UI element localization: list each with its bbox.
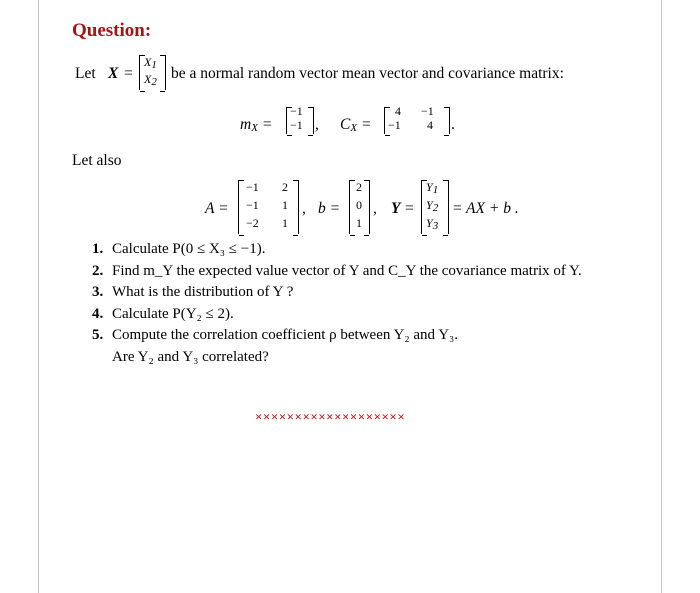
comma: , <box>315 116 319 133</box>
intro-text: be a normal random vector mean vector and covariance matrix: <box>171 65 564 82</box>
intro-let: Let <box>75 65 96 82</box>
a-matrix: −1 2 −1 1 −2 1 <box>238 180 299 234</box>
b-label: b = <box>318 200 341 217</box>
question-heading: Question: <box>72 20 152 41</box>
y-vector-matrix: Y1 Y2 Y3 <box>421 180 449 234</box>
page-border-right <box>661 0 662 593</box>
y-definition-rhs: = AX + b . <box>452 200 519 217</box>
list-item: 1. Calculate P(0 ≤ X₃ ≤ −1). <box>92 241 266 257</box>
list-item-continuation: Are Y₂ and Y₃ correlated? <box>112 348 269 365</box>
b-matrix: 2 0 1 <box>349 180 370 234</box>
mx-label: mX = <box>240 116 273 134</box>
cx-matrix: 4 −1 −1 4 <box>384 107 450 134</box>
list-item: 2. Find m_Y the expected value vector of Y and C_Y the covariance matrix of Y. <box>92 262 582 279</box>
y-label: Y <box>391 200 401 217</box>
cx-label: CX = <box>340 116 372 134</box>
comma: , <box>373 200 377 217</box>
intro-equals: = <box>124 65 133 82</box>
list-item: 5. Compute the correlation coefficient ρ between Y₂ and Y₃. <box>92 327 459 343</box>
question-list <box>92 239 582 368</box>
comma: , <box>302 200 306 217</box>
y-equals: = <box>405 200 414 217</box>
period: . <box>451 116 455 133</box>
page-border-left <box>38 0 39 593</box>
mx-matrix: −1 −1 <box>286 107 314 134</box>
list-item: 3. What is the distribution of Y ? <box>92 284 294 300</box>
x-vector-matrix: X1 X2 <box>139 55 166 90</box>
intro-vector-symbol: X <box>108 65 119 82</box>
a-label: A = <box>205 200 229 217</box>
list-item: 4. Calculate P(Y₂ ≤ 2). <box>92 305 234 322</box>
let-also: Let also <box>72 152 122 169</box>
separator-stars: ××××××××××××××××××× <box>255 409 406 424</box>
